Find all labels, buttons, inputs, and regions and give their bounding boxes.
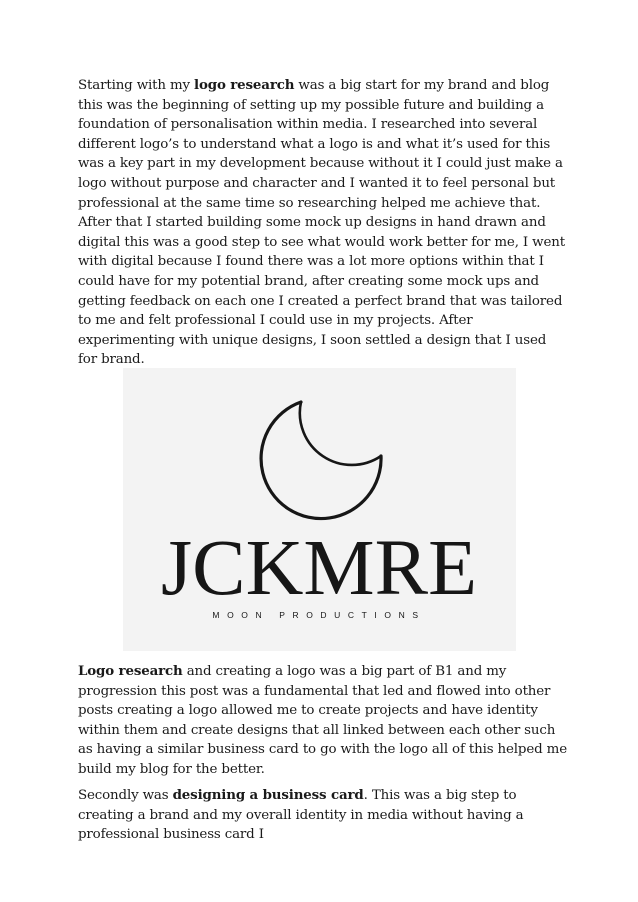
paragraph-business-card (78, 786, 568, 845)
logo-tagline: MOON PRODUCTIONS (212, 610, 426, 620)
paragraph-text: . This was a big step to creating a brand and my overall identity in media without having a professional business card I (78, 788, 524, 843)
paragraph-text: and creating a logo was a big part of B1 and my progression this post was a fundamental that led and flowed into other posts creating a logo allowed me to create projects and have identity within them and create designs that all linked between each other such as having a similar business card to go with the logo all of this helped me build my blog for the better. (78, 664, 567, 777)
paragraph-text: Secondly was (78, 788, 173, 803)
bold-term-logo-research: logo research (194, 77, 295, 93)
crescent-moon-icon (261, 402, 381, 519)
paragraph-logo-research-intro (78, 76, 568, 370)
bold-term-logo-research: Logo research (78, 663, 183, 679)
paragraph-text: was a big start for my brand and blog this was the beginning of setting up my possible future and building a foundation of personalisation within media. I researched into several different logo’s to understand what a logo is and what it’s used for this was a key part in my development because without it I could just make a logo without purpose and character and I wanted it to feel personal but professional at the same time so researching helped me achieve that. After that I started building some mock up designs in hand drawn and digital this was a good step to see what would work better for me, I went with digital because I found there was a lot more options within that I could have for my potential brand, after creating some mock ups and getting feedback on each one I created a perfect brand that was tailored to me and felt professional I could use in my projects. After experimenting with unique designs, I soon settled a design that I used for brand. (78, 78, 565, 368)
logo-graphic (123, 368, 516, 651)
paragraph-logo-research-summary (78, 662, 568, 780)
bold-term-designing-business-card: designing a business card (172, 787, 364, 803)
paragraph-text: Starting with my (78, 78, 195, 93)
logo-wordmark: JCKMRE (161, 525, 478, 612)
logo-image (123, 368, 516, 651)
